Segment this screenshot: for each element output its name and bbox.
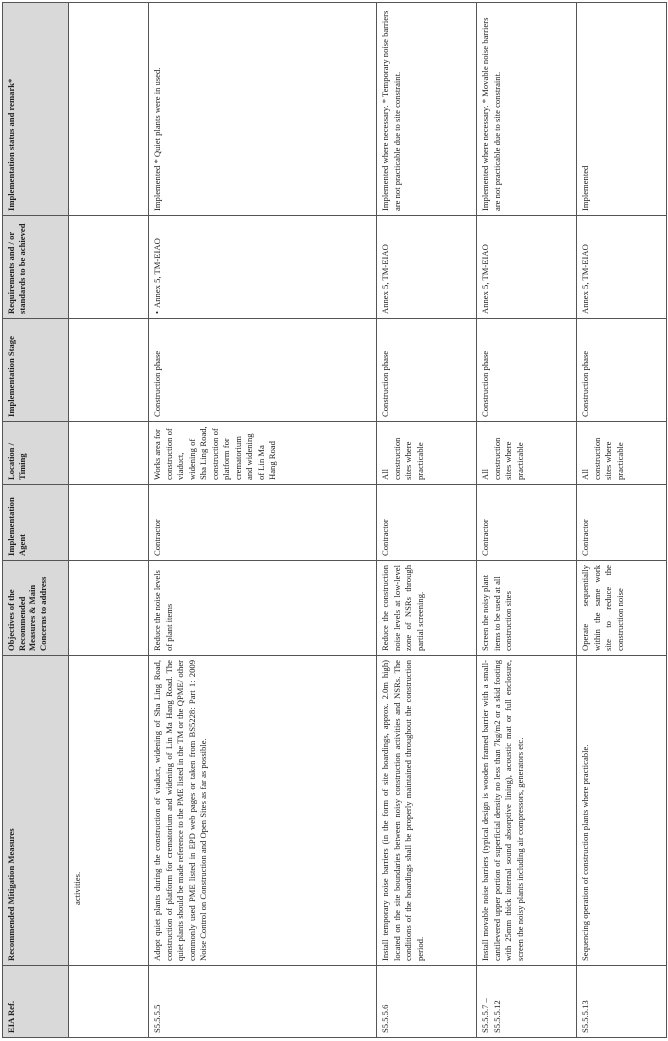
- cell-location: All construction sites where practicable: [577, 422, 667, 485]
- cell-ref: S5.5.5.5: [149, 966, 377, 1038]
- cell-stage: Construction phase: [149, 319, 377, 422]
- cell-measures: Install temporary noise barriers (in the form of site hoardings, approx. 2.0m high) located on the site boundaries between noisy construction activities and NSRs. The conditions of the hoardings shall be properly maintained throughout the construction period.: [377, 656, 477, 966]
- cell-requirements: Annex 5, TM-EIAO: [477, 216, 577, 319]
- cell-objectives: Screen the noisy plant items to be used at all construction sites: [477, 561, 577, 656]
- mitigation-measures-table: [2, 2, 667, 1038]
- header-measures: Recommended Mitigation Measures: [3, 656, 69, 966]
- header-requirements: Requirements and / or standards to be achieved: [3, 216, 69, 319]
- cell-agent: Contractor: [577, 485, 667, 561]
- cell-measures: activities.: [69, 656, 149, 966]
- cell-status: Implemented where necessary. * Temporary noise barriers are not practicable due to site constraint.: [377, 3, 477, 216]
- cell-ref: [69, 966, 149, 1038]
- cell-ref: S5.5.5.6: [377, 966, 477, 1038]
- cell-agent: Contractor: [477, 485, 577, 561]
- requirements-text: Annex 5, TM-EIAO: [152, 238, 162, 308]
- cell-location: All construction sites where practicable: [377, 422, 477, 485]
- cell-status: Implemented where necessary. * Movable noise barriers are not practicable due to site constraint.: [477, 3, 577, 216]
- cell-stage: Construction phase: [577, 319, 667, 422]
- cell-agent: Contractor: [377, 485, 477, 561]
- cell-requirements: Annex 5, TM-EIAO: [577, 216, 667, 319]
- bullet-point: [152, 308, 162, 314]
- cell-measures: Sequencing operation of construction plants where practicable.: [577, 656, 667, 966]
- cell-objectives: Operate sequentially within the same work site to reduce the construction noise: [577, 561, 667, 656]
- cell-objectives: [69, 561, 149, 656]
- table-row: [377, 3, 477, 1038]
- header-objectives: Objectives of the Recommended Measures & Main Concerns to address: [3, 561, 69, 656]
- table-row: [69, 3, 149, 1038]
- cell-location: Works area for construction of viaduct, widening of Sha Ling Road, construction of platform for crematorium and widening of Lin Ma Hang Road: [149, 422, 377, 485]
- cell-stage: [69, 319, 149, 422]
- cell-ref: S5.5.5.13: [577, 966, 667, 1038]
- header-ref: EIA Ref.: [3, 966, 69, 1038]
- header-row: [3, 3, 69, 1038]
- cell-measures: Adopt quiet plants during the construction of viaduct, widening of Sha Ling Road, construction of platform for crematorium and widening of Lin Ma Hang Road. The quiet plants should be made reference to the PME listed in the TM or the QPME/ other commonly used PME listed in EPD web pages or taken from BS5228: Part 1: 2009 Noise Control on Construction and Open Sites as far as possible.: [149, 656, 377, 966]
- rotated-table-container: [2, 3, 666, 1038]
- cell-status: Implemented: [577, 3, 667, 216]
- cell-ref: S5.5.5.7 – S5.5.5.12: [477, 966, 577, 1038]
- cell-objectives: Reduce the noise levels of plant items: [149, 561, 377, 656]
- cell-agent: Contractor: [149, 485, 377, 561]
- header-status: Implementation status and remark*: [3, 3, 69, 216]
- cell-stage: Construction phase: [377, 319, 477, 422]
- cell-stage: Construction phase: [477, 319, 577, 422]
- cell-status: [69, 3, 149, 216]
- header-location: Location / Timing: [3, 422, 69, 485]
- cell-requirements: Annex 5, TM-EIAO: [377, 216, 477, 319]
- cell-measures: Install movable noise barriers (typical design is wooden framed barrier with a small-cantilevered upper portion of superficial density no less than 7kg/m2 or a skid footing with 25mm thick internal sound absorptive lining), acoustic mat or full enclosure, screen the noisy plants including air compressors, generators etc.: [477, 656, 577, 966]
- cell-status: Implemented * Quiet plants were in used.: [149, 3, 377, 216]
- header-agent: Implementation Agent: [3, 485, 69, 561]
- table-row: [477, 3, 577, 1038]
- header-stage: Implementation Stage: [3, 319, 69, 422]
- cell-requirements: [149, 216, 377, 319]
- cell-location: All construction sites where practicable: [477, 422, 577, 485]
- table-row: [149, 3, 377, 1038]
- cell-location: [69, 422, 149, 485]
- cell-requirements: [69, 216, 149, 319]
- cell-agent: [69, 485, 149, 561]
- cell-objectives: Reduce the construction noise levels at low-level zone of NSRs through partial screening.: [377, 561, 477, 656]
- table-row: [577, 3, 667, 1038]
